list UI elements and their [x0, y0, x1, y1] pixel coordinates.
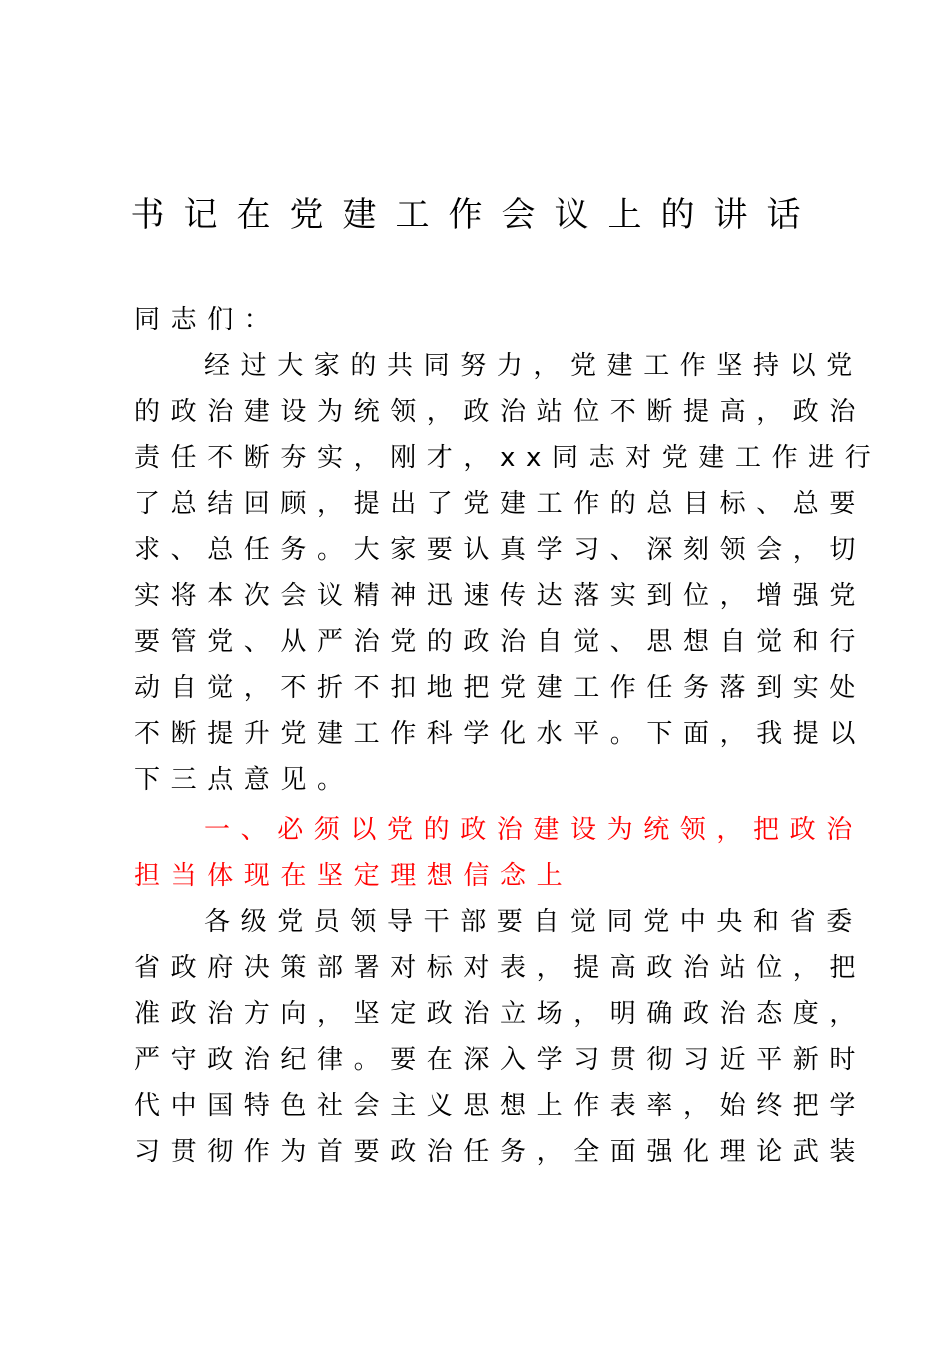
section-heading-line: 一、必须以党的政治建设为统领，把政治 — [204, 815, 863, 845]
section-heading-line: 担当体现在坚定理想信念上 — [134, 861, 574, 891]
body-line: 严守政治纪律。要在深入学习贯彻习近平新时 — [134, 1045, 867, 1075]
body-line: 准政治方向，坚定政治立场，明确政治态度， — [134, 999, 867, 1029]
body-line: 了总结回顾，提出了党建工作的总目标、总要 — [134, 489, 867, 519]
body-line: 责任不断夯实，刚才，xx同志对党建工作进行 — [134, 443, 882, 473]
document-title: 书记在党建工作会议上的讲话 — [130, 195, 820, 235]
body-line: 习贯彻作为首要政治任务，全面强化理论武装 — [134, 1137, 867, 1167]
body-line: 要管党、从严治党的政治自觉、思想自觉和行 — [134, 627, 867, 657]
body-line: 各级党员领导干部要自觉同党中央和省委 — [204, 907, 863, 937]
body-line: 求、总任务。大家要认真学习、深刻领会，切 — [134, 535, 867, 565]
body-line: 经过大家的共同努力，党建工作坚持以党 — [204, 351, 863, 381]
body-line: 省政府决策部署对标对表，提高政治站位，把 — [134, 953, 867, 983]
body-line: 代中国特色社会主义思想上作表率，始终把学 — [134, 1091, 867, 1121]
body-line: 动自觉，不折不扣地把党建工作任务落到实处 — [134, 673, 867, 703]
salutation: 同志们： — [134, 305, 281, 335]
body-line: 下三点意见。 — [134, 765, 354, 795]
body-line: 的政治建设为统领，政治站位不断提高，政治 — [134, 397, 867, 427]
body-line: 不断提升党建工作科学化水平。下面，我提以 — [134, 719, 867, 749]
body-line: 实将本次会议精神迅速传达落实到位，增强党 — [134, 581, 867, 611]
